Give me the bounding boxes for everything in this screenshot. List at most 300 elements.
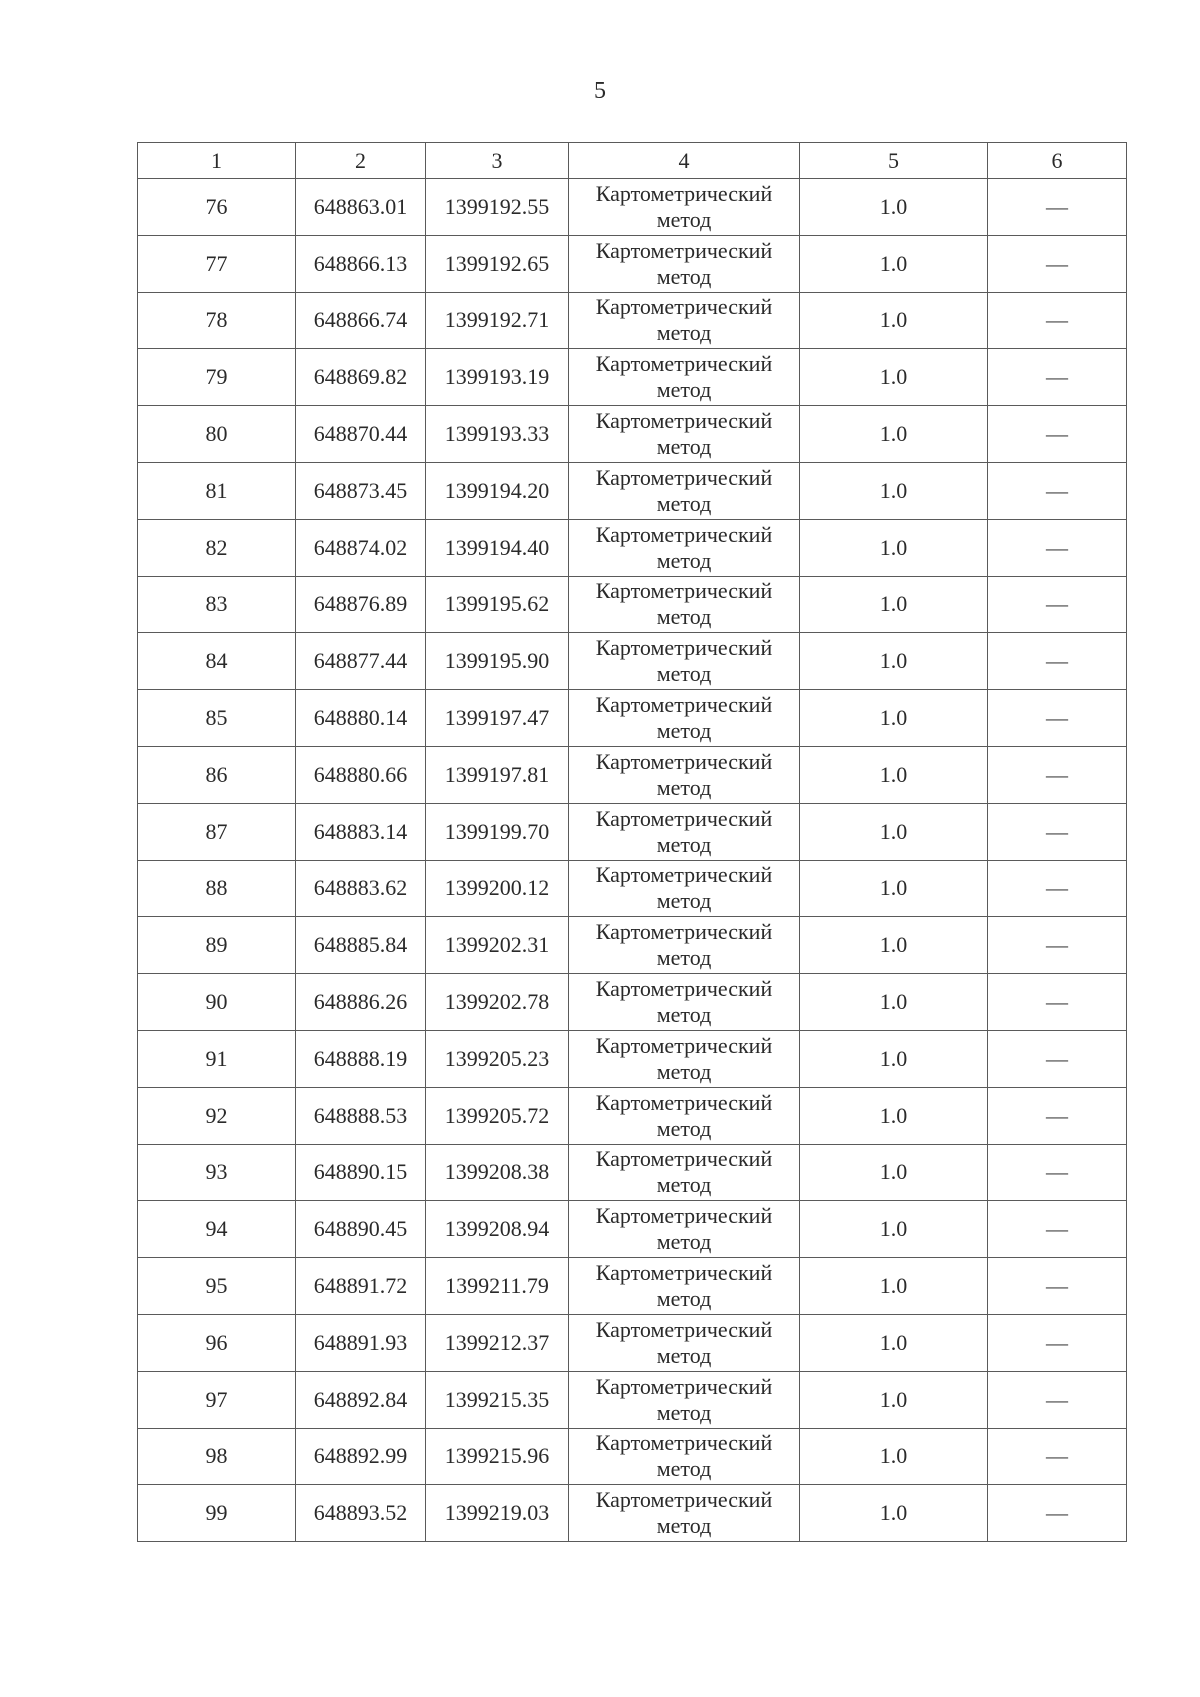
method-cell [569,349,800,406]
x-coordinate-cell-text: 648890.45 [313,1216,408,1242]
y-coordinate-cell [426,235,569,292]
note-cell [988,803,1127,860]
accuracy-cell [800,349,988,406]
method-cell [569,860,800,917]
x-coordinate-cell [296,1201,426,1258]
x-coordinate-cell [296,179,426,236]
y-coordinate-cell-text: 1399211.79 [445,1273,549,1299]
table-row [138,406,1127,463]
x-coordinate-cell-text: 648870.44 [313,421,408,447]
x-coordinate-cell [296,1428,426,1485]
y-coordinate-cell [426,1144,569,1201]
table-row [138,576,1127,633]
y-coordinate-cell [426,576,569,633]
method-cell [569,179,800,236]
method-cell-text: Картометрический метод [595,294,773,346]
accuracy-cell [800,1087,988,1144]
note-cell-text: — [1046,648,1068,674]
x-coordinate-cell-text: 648891.72 [313,1273,408,1299]
x-coordinate-cell [296,235,426,292]
accuracy-cell [800,974,988,1031]
method-cell [569,576,800,633]
note-cell-text: — [1046,1500,1068,1526]
note-cell [988,1087,1127,1144]
point-number-cell-text: 83 [205,591,228,617]
y-coordinate-cell-text: 1399192.71 [444,307,550,333]
accuracy-cell [800,917,988,974]
method-cell [569,462,800,519]
note-cell-text: — [1046,193,1068,219]
point-number-cell [138,917,296,974]
y-coordinate-cell [426,406,569,463]
table-row [138,519,1127,576]
note-cell-text: — [1046,307,1068,333]
method-cell-text: Картометрический метод [595,1373,773,1425]
x-coordinate-cell [296,1485,426,1542]
accuracy-cell [800,576,988,633]
table-row [138,803,1127,860]
accuracy-cell-text: 1.0 [879,1102,908,1128]
note-cell [988,633,1127,690]
y-coordinate-cell [426,1201,569,1258]
method-cell-text: Картометрический метод [595,1089,773,1141]
method-cell-text: Картометрический метод [595,408,773,460]
point-number-cell [138,1030,296,1087]
point-number-cell [138,462,296,519]
accuracy-cell-text: 1.0 [879,307,908,333]
x-coordinate-cell-text: 648866.13 [313,250,408,276]
y-coordinate-cell-text: 1399205.23 [444,1045,550,1071]
method-cell-text: Картометрический метод [595,748,773,800]
point-number-cell-text: 99 [205,1500,228,1526]
table-row [138,1144,1127,1201]
note-cell [988,462,1127,519]
accuracy-cell [800,179,988,236]
accuracy-cell [800,1144,988,1201]
note-cell [988,576,1127,633]
x-coordinate-cell-text: 648893.52 [313,1500,408,1526]
method-cell [569,746,800,803]
method-cell [569,690,800,747]
note-cell [988,860,1127,917]
method-cell-text: Картометрический метод [595,976,773,1028]
point-number-cell [138,1144,296,1201]
table-row [138,746,1127,803]
accuracy-cell [800,462,988,519]
accuracy-cell [800,803,988,860]
accuracy-cell-text: 1.0 [879,818,908,844]
accuracy-cell-text: 1.0 [879,1500,908,1526]
table-row [138,179,1127,236]
y-coordinate-cell-text: 1399208.38 [444,1159,550,1185]
point-number-cell-text: 96 [205,1329,228,1355]
point-number-cell-text: 97 [205,1386,228,1412]
note-cell [988,1144,1127,1201]
accuracy-cell-text: 1.0 [879,534,908,560]
accuracy-cell [800,1030,988,1087]
x-coordinate-cell [296,633,426,690]
note-cell-text: — [1046,1216,1068,1242]
note-cell-text: — [1046,421,1068,447]
method-cell-text: Картометрический метод [595,464,773,516]
x-coordinate-cell [296,1371,426,1428]
x-coordinate-cell [296,519,426,576]
point-number-cell [138,633,296,690]
accuracy-cell-text: 1.0 [879,1273,908,1299]
page-number: 5 [594,78,606,104]
accuracy-cell-text: 1.0 [879,1216,908,1242]
accuracy-cell [800,1201,988,1258]
note-cell-text: — [1046,250,1068,276]
accuracy-cell-text: 1.0 [879,250,908,276]
y-coordinate-cell-text: 1399215.35 [444,1386,550,1412]
x-coordinate-cell-text: 648869.82 [313,364,408,390]
point-number-cell-text: 82 [205,534,228,560]
method-cell-text: Картометрический метод [595,1487,773,1539]
x-coordinate-cell-text: 648885.84 [313,932,408,958]
y-coordinate-cell [426,917,569,974]
note-cell [988,292,1127,349]
y-coordinate-cell-text: 1399192.55 [444,193,550,219]
x-coordinate-cell-text: 648892.84 [313,1386,408,1412]
y-coordinate-cell-text: 1399215.96 [444,1443,550,1469]
y-coordinate-cell-text: 1399193.19 [444,364,550,390]
table-row [138,633,1127,690]
note-cell-text: — [1046,705,1068,731]
note-cell [988,1201,1127,1258]
point-number-cell [138,803,296,860]
method-cell-text: Картометрический метод [595,805,773,857]
table-row [138,1087,1127,1144]
accuracy-cell-text: 1.0 [879,1329,908,1355]
note-cell-text: — [1046,477,1068,503]
accuracy-cell-text: 1.0 [879,1443,908,1469]
note-cell [988,1371,1127,1428]
method-cell-text: Картометрический метод [595,578,773,630]
y-coordinate-cell-text: 1399197.47 [444,705,550,731]
point-number-cell [138,690,296,747]
header-cell-6: 6 [988,143,1127,179]
header-cell-1: 1 [138,143,296,179]
method-cell-text: Картометрический метод [595,1430,773,1482]
note-cell-text: — [1046,364,1068,390]
table-header [138,143,1127,179]
table-row [138,690,1127,747]
x-coordinate-cell [296,349,426,406]
point-number-cell [138,1201,296,1258]
table-row [138,1371,1127,1428]
point-number-cell-text: 77 [205,250,228,276]
accuracy-cell [800,1485,988,1542]
accuracy-cell [800,633,988,690]
table-row [138,860,1127,917]
point-number-cell [138,576,296,633]
point-number-cell [138,974,296,1031]
note-cell [988,406,1127,463]
y-coordinate-cell [426,1087,569,1144]
method-cell [569,1428,800,1485]
method-cell-text: Картометрический метод [595,351,773,403]
accuracy-cell-text: 1.0 [879,421,908,447]
x-coordinate-cell-text: 648892.99 [313,1443,408,1469]
x-coordinate-cell-text: 648880.14 [313,705,408,731]
table-row [138,349,1127,406]
y-coordinate-cell-text: 1399200.12 [444,875,550,901]
note-cell [988,746,1127,803]
point-number-cell-text: 81 [205,477,228,503]
table-row [138,974,1127,1031]
y-coordinate-cell-text: 1399219.03 [444,1500,550,1526]
note-cell [988,179,1127,236]
method-cell [569,1087,800,1144]
point-number-cell-text: 90 [205,989,228,1015]
method-cell [569,633,800,690]
note-cell [988,235,1127,292]
x-coordinate-cell [296,917,426,974]
note-cell-text: — [1046,875,1068,901]
x-coordinate-cell-text: 648888.53 [313,1102,408,1128]
point-number-cell-text: 98 [205,1443,228,1469]
accuracy-cell-text: 1.0 [879,989,908,1015]
accuracy-cell [800,519,988,576]
point-number-cell-text: 93 [205,1159,228,1185]
accuracy-cell [800,1428,988,1485]
table-row [138,1428,1127,1485]
method-cell-text: Картометрический метод [595,919,773,971]
accuracy-cell [800,292,988,349]
y-coordinate-cell [426,1258,569,1315]
point-number-cell [138,1428,296,1485]
accuracy-cell-text: 1.0 [879,1386,908,1412]
y-coordinate-cell [426,1485,569,1542]
note-cell-text: — [1046,1443,1068,1469]
accuracy-cell [800,1314,988,1371]
method-cell [569,917,800,974]
coordinates-table [137,142,1127,1542]
y-coordinate-cell [426,349,569,406]
y-coordinate-cell-text: 1399208.94 [444,1216,550,1242]
x-coordinate-cell [296,746,426,803]
point-number-cell [138,746,296,803]
point-number-cell [138,179,296,236]
note-cell-text: — [1046,591,1068,617]
y-coordinate-cell [426,974,569,1031]
accuracy-cell [800,1258,988,1315]
table-row [138,462,1127,519]
accuracy-cell-text: 1.0 [879,932,908,958]
y-coordinate-cell [426,292,569,349]
point-number-cell-text: 78 [205,307,228,333]
point-number-cell [138,1371,296,1428]
x-coordinate-cell [296,292,426,349]
x-coordinate-cell [296,406,426,463]
point-number-cell [138,292,296,349]
point-number-cell-text: 85 [205,705,228,731]
method-cell-text: Картометрический метод [595,1203,773,1255]
note-cell-text: — [1046,1045,1068,1071]
x-coordinate-cell-text: 648888.19 [313,1045,408,1071]
x-coordinate-cell [296,1144,426,1201]
point-number-cell [138,1314,296,1371]
y-coordinate-cell-text: 1399195.90 [444,648,550,674]
table-row [138,1258,1127,1315]
method-cell-text: Картометрический метод [595,237,773,289]
y-coordinate-cell-text: 1399195.62 [444,591,550,617]
method-cell [569,1258,800,1315]
point-number-cell-text: 89 [205,932,228,958]
method-cell [569,974,800,1031]
note-cell-text: — [1046,1159,1068,1185]
note-cell-text: — [1046,932,1068,958]
point-number-cell-text: 94 [205,1216,228,1242]
header-cell-5: 5 [800,143,988,179]
x-coordinate-cell [296,974,426,1031]
x-coordinate-cell [296,860,426,917]
method-cell [569,406,800,463]
point-number-cell [138,1087,296,1144]
x-coordinate-cell-text: 648863.01 [313,193,408,219]
method-cell-text: Картометрический метод [595,692,773,744]
point-number-cell-text: 95 [205,1273,228,1299]
table-row [138,1485,1127,1542]
note-cell [988,974,1127,1031]
x-coordinate-cell [296,1030,426,1087]
y-coordinate-cell-text: 1399193.33 [444,421,550,447]
x-coordinate-cell-text: 648883.14 [313,818,408,844]
y-coordinate-cell-text: 1399202.78 [444,989,550,1015]
note-cell [988,690,1127,747]
x-coordinate-cell [296,803,426,860]
note-cell-text: — [1046,818,1068,844]
x-coordinate-cell-text: 648876.89 [313,591,408,617]
point-number-cell-text: 91 [205,1045,228,1071]
x-coordinate-cell-text: 648877.44 [313,648,408,674]
note-cell-text: — [1046,761,1068,787]
point-number-cell-text: 79 [205,364,228,390]
x-coordinate-cell [296,462,426,519]
note-cell-text: — [1046,989,1068,1015]
accuracy-cell-text: 1.0 [879,193,908,219]
note-cell-text: — [1046,1329,1068,1355]
note-cell [988,1485,1127,1542]
method-cell-text: Картометрический метод [595,180,773,232]
point-number-cell-text: 92 [205,1102,228,1128]
point-number-cell [138,860,296,917]
note-cell-text: — [1046,1102,1068,1128]
header-row [138,143,1127,179]
x-coordinate-cell-text: 648890.15 [313,1159,408,1185]
table-row [138,917,1127,974]
note-cell [988,1314,1127,1371]
x-coordinate-cell-text: 648883.62 [313,875,408,901]
table-row [138,292,1127,349]
y-coordinate-cell [426,179,569,236]
y-coordinate-cell [426,519,569,576]
method-cell-text: Картометрический метод [595,635,773,687]
method-cell-text: Картометрический метод [595,1260,773,1312]
note-cell [988,519,1127,576]
method-cell [569,1030,800,1087]
accuracy-cell [800,860,988,917]
method-cell-text: Картометрический метод [595,521,773,573]
accuracy-cell [800,1371,988,1428]
header-cell-2: 2 [296,143,426,179]
method-cell [569,519,800,576]
method-cell [569,235,800,292]
y-coordinate-cell-text: 1399192.65 [444,250,550,276]
method-cell-text: Картометрический метод [595,862,773,914]
y-coordinate-cell [426,1314,569,1371]
accuracy-cell-text: 1.0 [879,364,908,390]
point-number-cell [138,349,296,406]
y-coordinate-cell-text: 1399194.20 [444,477,550,503]
y-coordinate-cell [426,1428,569,1485]
method-cell [569,1314,800,1371]
point-number-cell-text: 87 [205,818,228,844]
point-number-cell [138,406,296,463]
method-cell [569,1144,800,1201]
x-coordinate-cell-text: 648866.74 [313,307,408,333]
y-coordinate-cell-text: 1399212.37 [444,1329,550,1355]
table-body [138,179,1127,1542]
point-number-cell [138,519,296,576]
note-cell [988,1428,1127,1485]
accuracy-cell [800,235,988,292]
accuracy-cell-text: 1.0 [879,761,908,787]
point-number-cell [138,1258,296,1315]
x-coordinate-cell-text: 648891.93 [313,1329,408,1355]
y-coordinate-cell-text: 1399197.81 [444,761,550,787]
header-cell-4: 4 [569,143,800,179]
accuracy-cell [800,746,988,803]
accuracy-cell-text: 1.0 [879,1045,908,1071]
accuracy-cell [800,406,988,463]
accuracy-cell-text: 1.0 [879,591,908,617]
y-coordinate-cell [426,633,569,690]
y-coordinate-cell [426,690,569,747]
accuracy-cell-text: 1.0 [879,477,908,503]
y-coordinate-cell [426,803,569,860]
accuracy-cell-text: 1.0 [879,648,908,674]
y-coordinate-cell [426,746,569,803]
y-coordinate-cell-text: 1399194.40 [444,534,550,560]
note-cell-text: — [1046,1273,1068,1299]
table-row [138,1030,1127,1087]
x-coordinate-cell [296,690,426,747]
note-cell [988,349,1127,406]
method-cell-text: Картометрический метод [595,1146,773,1198]
table-row [138,1201,1127,1258]
y-coordinate-cell-text: 1399202.31 [444,932,550,958]
y-coordinate-cell [426,1371,569,1428]
x-coordinate-cell-text: 648873.45 [313,477,408,503]
x-coordinate-cell [296,1314,426,1371]
method-cell [569,1371,800,1428]
y-coordinate-cell [426,462,569,519]
y-coordinate-cell-text: 1399205.72 [444,1102,550,1128]
note-cell-text: — [1046,534,1068,560]
method-cell [569,1485,800,1542]
x-coordinate-cell-text: 648880.66 [313,761,408,787]
method-cell-text: Картометрический метод [595,1032,773,1084]
note-cell [988,1030,1127,1087]
point-number-cell-text: 80 [205,421,228,447]
point-number-cell [138,1485,296,1542]
point-number-cell-text: 84 [205,648,228,674]
x-coordinate-cell [296,1258,426,1315]
point-number-cell [138,235,296,292]
y-coordinate-cell-text: 1399199.70 [444,818,550,844]
